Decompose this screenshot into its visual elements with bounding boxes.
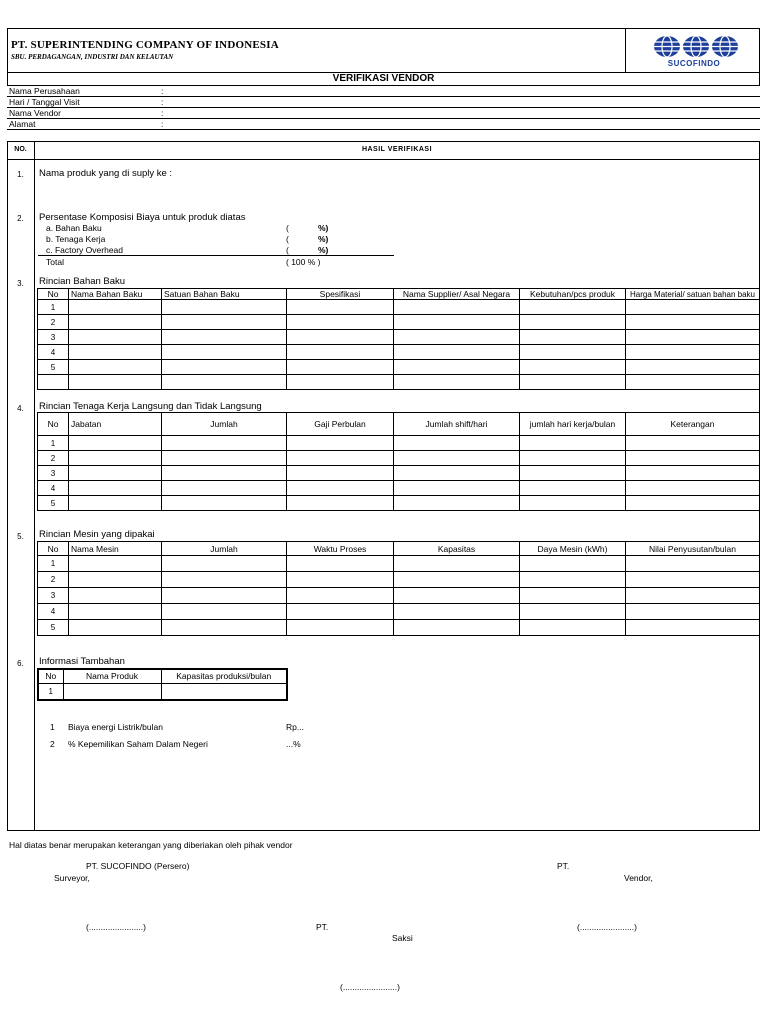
row-number: 3 bbox=[38, 588, 69, 604]
extra-item-value: ...% bbox=[286, 739, 301, 749]
row-number: 2 bbox=[38, 572, 69, 588]
table-cell[interactable] bbox=[626, 345, 760, 360]
row-number: 1 bbox=[38, 300, 69, 315]
col-header: Nama Bahan Baku bbox=[69, 289, 162, 300]
composition-open: ( bbox=[286, 245, 289, 255]
section-number: 5. bbox=[17, 532, 24, 541]
table-row bbox=[38, 315, 760, 330]
extra-item-number: 1 bbox=[50, 722, 55, 732]
table-cell[interactable] bbox=[69, 300, 162, 315]
table-cell[interactable] bbox=[626, 436, 760, 451]
composition-pct: %) bbox=[318, 234, 329, 244]
witness-signature-line: (.......................) bbox=[340, 982, 400, 992]
table-cell[interactable] bbox=[69, 330, 162, 345]
table-row bbox=[38, 375, 760, 390]
table-cell[interactable] bbox=[394, 481, 520, 496]
table-row bbox=[38, 466, 760, 481]
table-cell[interactable] bbox=[394, 496, 520, 511]
table-cell[interactable] bbox=[69, 466, 162, 481]
sucofindo-globe-icon bbox=[653, 35, 739, 58]
vendor-org: PT. bbox=[557, 861, 570, 871]
table-cell[interactable] bbox=[162, 466, 287, 481]
info-label: Hari / Tanggal Visit bbox=[9, 97, 80, 107]
info-colon: : bbox=[161, 86, 164, 96]
table-cell[interactable] bbox=[287, 300, 394, 315]
table-row bbox=[38, 451, 760, 466]
table-row bbox=[38, 481, 760, 496]
table-cell[interactable] bbox=[162, 588, 287, 604]
composition-open: ( bbox=[286, 223, 289, 233]
col-header: Satuan Bahan Baku bbox=[162, 289, 287, 300]
mesin-table bbox=[37, 541, 760, 636]
composition-label: a. Bahan Baku bbox=[46, 223, 102, 233]
table-row bbox=[38, 300, 760, 315]
table-row bbox=[38, 683, 287, 700]
table-cell[interactable] bbox=[162, 556, 287, 572]
table-cell[interactable] bbox=[626, 620, 760, 636]
table-cell[interactable] bbox=[394, 620, 520, 636]
info-colon: : bbox=[161, 97, 164, 107]
table-cell[interactable] bbox=[626, 315, 760, 330]
table-row bbox=[38, 436, 760, 451]
col-header: Spesifikasi bbox=[287, 289, 394, 300]
section-title: Rincian Mesin yang dipakai bbox=[39, 529, 155, 540]
extra-item-label: Biaya energi Listrik/bulan bbox=[68, 722, 163, 732]
table-cell[interactable] bbox=[394, 572, 520, 588]
row-number: 4 bbox=[38, 345, 69, 360]
col-header: Gaji Perbulan bbox=[287, 413, 394, 436]
composition-label: c. Factory Overhead bbox=[46, 245, 124, 255]
table-row bbox=[38, 572, 760, 588]
table-cell[interactable] bbox=[287, 588, 394, 604]
total-label: Total bbox=[46, 257, 64, 267]
col-header: Jumlah bbox=[162, 413, 287, 436]
table-cell[interactable] bbox=[626, 588, 760, 604]
table-cell[interactable] bbox=[162, 620, 287, 636]
row-number: 2 bbox=[38, 451, 69, 466]
document-title: VERIFIKASI VENDOR bbox=[7, 73, 760, 86]
table-cell[interactable] bbox=[626, 572, 760, 588]
table-cell[interactable] bbox=[520, 375, 626, 390]
informasi-tambahan-table bbox=[37, 668, 288, 701]
section-number: 3. bbox=[17, 279, 24, 288]
table-cell[interactable] bbox=[394, 345, 520, 360]
table-cell[interactable] bbox=[520, 360, 626, 375]
row-number: 1 bbox=[38, 683, 63, 700]
info-label: Nama Perusahaan bbox=[9, 86, 80, 96]
col-header: jumlah hari kerja/bulan bbox=[520, 413, 626, 436]
footer-note: Hal diatas benar merupakan keterangan yang diberiakan oleh pihak vendor bbox=[9, 840, 293, 850]
table-cell[interactable] bbox=[394, 466, 520, 481]
table-cell[interactable] bbox=[394, 604, 520, 620]
col-header: No bbox=[38, 413, 69, 436]
witness-org: PT. bbox=[316, 922, 329, 932]
table-cell[interactable] bbox=[394, 556, 520, 572]
section-title: Informasi Tambahan bbox=[39, 656, 125, 667]
total-divider bbox=[38, 255, 394, 256]
table-cell[interactable] bbox=[69, 345, 162, 360]
table-cell[interactable] bbox=[63, 683, 161, 700]
extra-item-value: Rp... bbox=[286, 722, 304, 732]
row-number bbox=[38, 375, 69, 390]
table-cell[interactable] bbox=[162, 315, 287, 330]
table-cell[interactable] bbox=[520, 436, 626, 451]
column-divider bbox=[34, 141, 35, 831]
table-cell[interactable] bbox=[520, 620, 626, 636]
section-number: 6. bbox=[17, 659, 24, 668]
col-header: Kapasitas produksi/bulan bbox=[161, 669, 287, 683]
table-cell[interactable] bbox=[287, 360, 394, 375]
composition-label: b. Tenaga Kerja bbox=[46, 234, 106, 244]
table-cell[interactable] bbox=[162, 300, 287, 315]
table-cell[interactable] bbox=[287, 481, 394, 496]
total-value: ( 100 % ) bbox=[286, 257, 321, 267]
col-header: Daya Mesin (kWh) bbox=[520, 542, 626, 556]
table-cell[interactable] bbox=[520, 315, 626, 330]
section-title: Rincian Bahan Baku bbox=[39, 276, 126, 287]
table-cell[interactable] bbox=[520, 481, 626, 496]
table-cell[interactable] bbox=[69, 572, 162, 588]
info-row-nama-vendor bbox=[7, 108, 760, 119]
table-cell[interactable] bbox=[287, 556, 394, 572]
witness-role: Saksi bbox=[392, 933, 413, 943]
row-number: 3 bbox=[38, 466, 69, 481]
table-cell[interactable] bbox=[287, 315, 394, 330]
col-header: Harga Material/ satuan bahan baku bbox=[626, 289, 760, 300]
no-column-header: NO. bbox=[14, 146, 27, 153]
info-row-hari-tanggal bbox=[7, 97, 760, 108]
table-row bbox=[38, 556, 760, 572]
logo-box bbox=[625, 29, 761, 72]
vendor-role: Vendor, bbox=[624, 873, 653, 883]
col-header: Kebutuhan/pcs produk bbox=[520, 289, 626, 300]
table-cell[interactable] bbox=[394, 315, 520, 330]
col-header: Nilai Penyusutan/bulan bbox=[626, 542, 760, 556]
info-colon: : bbox=[161, 108, 164, 118]
table-cell[interactable] bbox=[162, 375, 287, 390]
logo-text: SUCOFINDO bbox=[667, 59, 721, 68]
company-name: PT. SUPERINTENDING COMPANY OF INDONESIA bbox=[11, 39, 279, 51]
col-header: Jumlah shift/hari bbox=[394, 413, 520, 436]
info-label: Nama Vendor bbox=[9, 108, 61, 118]
table-cell[interactable] bbox=[626, 360, 760, 375]
info-colon: : bbox=[161, 119, 164, 129]
table-cell[interactable] bbox=[520, 556, 626, 572]
table-cell[interactable] bbox=[69, 315, 162, 330]
section-number: 1. bbox=[17, 170, 24, 179]
table-cell[interactable] bbox=[287, 496, 394, 511]
table-cell[interactable] bbox=[162, 345, 287, 360]
table-cell[interactable] bbox=[69, 436, 162, 451]
table-cell[interactable] bbox=[287, 345, 394, 360]
table-cell[interactable] bbox=[394, 330, 520, 345]
table-cell[interactable] bbox=[162, 481, 287, 496]
table-cell[interactable] bbox=[69, 620, 162, 636]
table-cell[interactable] bbox=[626, 330, 760, 345]
table-cell[interactable] bbox=[626, 604, 760, 620]
surveyor-role: Surveyor, bbox=[54, 873, 90, 883]
table-cell[interactable] bbox=[69, 604, 162, 620]
extra-item-number: 2 bbox=[50, 739, 55, 749]
table-cell[interactable] bbox=[287, 436, 394, 451]
table-cell[interactable] bbox=[520, 572, 626, 588]
table-row bbox=[38, 620, 760, 636]
table-row bbox=[38, 496, 760, 511]
vendor-signature-line: (.......................) bbox=[577, 922, 637, 932]
col-header: Keterangan bbox=[626, 413, 760, 436]
table-cell[interactable] bbox=[520, 588, 626, 604]
table-cell[interactable] bbox=[69, 556, 162, 572]
table-cell[interactable] bbox=[626, 556, 760, 572]
row-number: 1 bbox=[38, 556, 69, 572]
table-cell[interactable] bbox=[162, 360, 287, 375]
row-number: 2 bbox=[38, 315, 69, 330]
table-cell[interactable] bbox=[162, 451, 287, 466]
extra-item-label: % Kepemilikan Saham Dalam Negeri bbox=[68, 739, 208, 749]
col-header: Nama Supplier/ Asal Negara bbox=[394, 289, 520, 300]
composition-open: ( bbox=[286, 234, 289, 244]
table-cell[interactable] bbox=[394, 436, 520, 451]
table-row bbox=[38, 604, 760, 620]
info-row-nama-perusahaan bbox=[7, 86, 760, 97]
row-number: 5 bbox=[38, 360, 69, 375]
surveyor-org: PT. SUCOFINDO (Persero) bbox=[86, 861, 190, 871]
section-number: 2. bbox=[17, 214, 24, 223]
col-header: No bbox=[38, 542, 69, 556]
table-cell[interactable] bbox=[69, 451, 162, 466]
table-cell[interactable] bbox=[161, 683, 287, 700]
table-cell[interactable] bbox=[69, 496, 162, 511]
table-cell[interactable] bbox=[520, 330, 626, 345]
header-divider bbox=[7, 159, 760, 160]
table-cell[interactable] bbox=[69, 481, 162, 496]
col-header: Nama Produk bbox=[63, 669, 161, 683]
table-cell[interactable] bbox=[162, 604, 287, 620]
table-row bbox=[38, 330, 760, 345]
table-cell[interactable] bbox=[394, 300, 520, 315]
table-cell[interactable] bbox=[287, 451, 394, 466]
row-number: 1 bbox=[38, 436, 69, 451]
table-cell[interactable] bbox=[394, 375, 520, 390]
col-header: Waktu Proses bbox=[287, 542, 394, 556]
table-row bbox=[38, 588, 760, 604]
section-title: Rincian Tenaga Kerja Langsung dan Tidak Langsung bbox=[39, 401, 262, 412]
table-row bbox=[38, 345, 760, 360]
section-number: 4. bbox=[17, 404, 24, 413]
table-cell[interactable] bbox=[626, 451, 760, 466]
col-header: No bbox=[38, 289, 69, 300]
composition-pct: %) bbox=[318, 245, 329, 255]
row-number: 4 bbox=[38, 604, 69, 620]
table-cell[interactable] bbox=[162, 436, 287, 451]
section-title: Nama produk yang di suply ke : bbox=[39, 168, 173, 179]
table-cell[interactable] bbox=[287, 572, 394, 588]
table-cell[interactable] bbox=[520, 300, 626, 315]
table-cell[interactable] bbox=[626, 481, 760, 496]
table-cell[interactable] bbox=[520, 496, 626, 511]
col-header: Nama Mesin bbox=[69, 542, 162, 556]
company-subtitle: SBU. PERDAGANGAN, INDUSTRI DAN KELAUTAN bbox=[11, 53, 174, 61]
row-number: 4 bbox=[38, 481, 69, 496]
table-cell[interactable] bbox=[520, 451, 626, 466]
table-cell[interactable] bbox=[287, 604, 394, 620]
table-cell[interactable] bbox=[626, 496, 760, 511]
table-cell[interactable] bbox=[520, 604, 626, 620]
col-header: No bbox=[38, 669, 63, 683]
col-header: Kapasitas bbox=[394, 542, 520, 556]
col-header: Jumlah bbox=[162, 542, 287, 556]
row-number: 5 bbox=[38, 496, 69, 511]
table-cell[interactable] bbox=[69, 360, 162, 375]
table-cell[interactable] bbox=[520, 466, 626, 481]
table-row bbox=[38, 360, 760, 375]
composition-pct: %) bbox=[318, 223, 329, 233]
table-cell[interactable] bbox=[69, 375, 162, 390]
info-label: Alamat bbox=[9, 119, 36, 129]
table-cell[interactable] bbox=[287, 330, 394, 345]
table-cell[interactable] bbox=[69, 588, 162, 604]
table-cell[interactable] bbox=[626, 300, 760, 315]
row-number: 3 bbox=[38, 330, 69, 345]
section-title: Persentase Komposisi Biaya untuk produk diatas bbox=[39, 212, 246, 223]
table-cell[interactable] bbox=[287, 620, 394, 636]
table-cell[interactable] bbox=[520, 345, 626, 360]
hasil-verifikasi-header: HASIL VERIFIKASI bbox=[361, 146, 433, 153]
table-cell[interactable] bbox=[162, 330, 287, 345]
table-cell[interactable] bbox=[287, 466, 394, 481]
table-cell[interactable] bbox=[394, 588, 520, 604]
bahan-baku-table bbox=[37, 288, 760, 390]
table-cell[interactable] bbox=[162, 496, 287, 511]
surveyor-signature-line: (.......................) bbox=[86, 922, 146, 932]
document-header bbox=[7, 28, 760, 73]
table-cell[interactable] bbox=[394, 360, 520, 375]
info-row-alamat bbox=[7, 119, 760, 130]
table-cell[interactable] bbox=[626, 466, 760, 481]
tenaga-kerja-table bbox=[37, 412, 760, 511]
table-cell[interactable] bbox=[626, 375, 760, 390]
col-header: Jabatan bbox=[69, 413, 162, 436]
table-cell[interactable] bbox=[162, 572, 287, 588]
table-cell[interactable] bbox=[287, 375, 394, 390]
table-cell[interactable] bbox=[394, 451, 520, 466]
row-number: 5 bbox=[38, 620, 69, 636]
